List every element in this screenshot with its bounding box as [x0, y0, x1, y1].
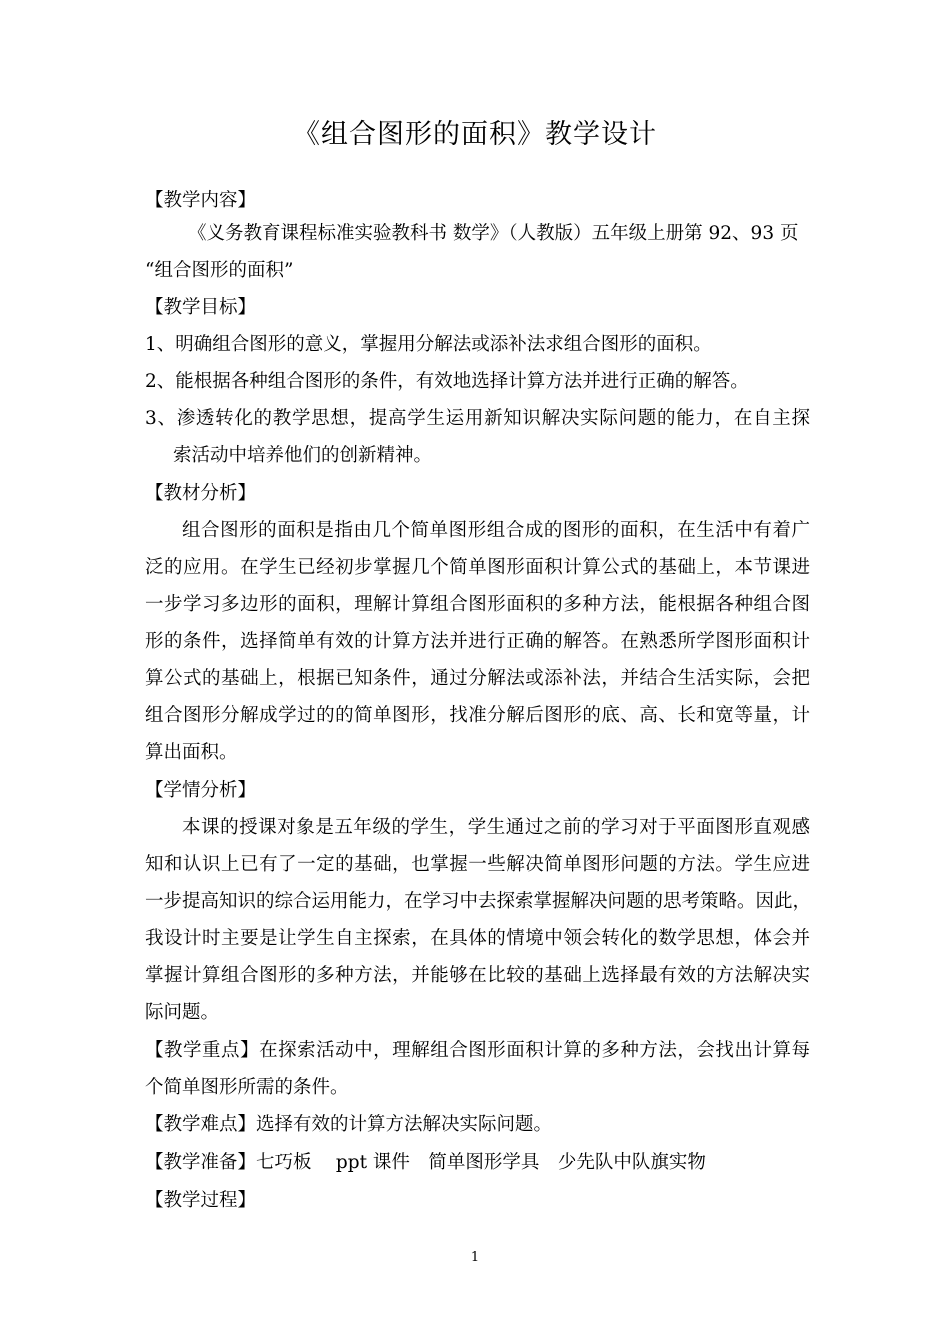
material-paragraph-line: 算出面积。 — [145, 742, 238, 763]
heading-teaching-process: 【教学过程】 — [145, 1190, 257, 1211]
material-paragraph-line: 一步学习多边形的面积，理解计算组合图形面积的多种方法，能根据各种组合图 — [145, 594, 810, 615]
content-text-line: 《义务教育课程标准实验教科书 数学》（人教版）五年级上册第 92、93 页 — [188, 223, 799, 244]
heading-teaching-goals: 【教学目标】 — [145, 297, 257, 318]
heading-material-analysis: 【教材分析】 — [145, 483, 257, 504]
document-title: 《组合图形的面积》教学设计 — [293, 119, 657, 150]
material-paragraph-line: 泛的应用。在学生已经初步掌握几个简单图形面积计算公式的基础上，本节课进 — [145, 557, 810, 578]
material-paragraph-line: 组合图形的面积是指由几个简单图形组合成的图形的面积，在生活中有着广 — [182, 520, 810, 541]
teaching-difficulties: 【教学难点】选择有效的计算方法解决实际问题。 — [145, 1114, 553, 1135]
learner-paragraph-line: 本课的授课对象是五年级的学生，学生通过之前的学习对于平面图形直观感 — [182, 817, 810, 838]
material-paragraph-line: 组合图形分解成学过的的简单图形，找准分解后图形的底、高、长和宽等量，计 — [145, 705, 810, 726]
heading-teaching-content: 【教学内容】 — [145, 190, 257, 211]
goal-item: 2、能根据各种组合图形的条件，有效地选择计算方法并进行正确的解答。 — [145, 371, 749, 392]
learner-paragraph-line: 知和认识上已有了一定的基础，也掌握一些解决简单图形问题的方法。学生应进 — [145, 854, 810, 875]
teaching-preparation: 【教学准备】七巧板 ppt 课件 简单图形学具 少先队中队旗实物 — [145, 1152, 706, 1173]
learner-paragraph-line: 际问题。 — [145, 1002, 220, 1023]
heading-learner-analysis: 【学情分析】 — [145, 780, 257, 801]
goal-item: 1、明确组合图形的意义，掌握用分解法或添补法求组合图形的面积。 — [145, 334, 712, 355]
learner-paragraph-line: 掌握计算组合图形的多种方法，并能够在比较的基础上选择最有效的方法解决实 — [145, 965, 810, 986]
goal-item: 3、渗透转化的教学思想，提高学生运用新知识解决实际问题的能力，在自主探 — [145, 408, 810, 429]
teaching-key-points: 【教学重点】在探索活动中，理解组合图形面积计算的多种方法，会找出计算每 — [145, 1040, 810, 1061]
content-text-line: “组合图形的面积” — [145, 260, 294, 281]
material-paragraph-line: 形的条件，选择简单有效的计算方法并进行正确的解答。在熟悉所学图形面积计 — [145, 631, 810, 652]
goal-item-continued: 索活动中培养他们的创新精神。 — [173, 445, 433, 466]
page-number: 1 — [470, 1250, 480, 1265]
learner-paragraph-line: 我设计时主要是让学生自主探索，在具体的情境中领会转化的数学思想，体会并 — [145, 928, 810, 949]
material-paragraph-line: 算公式的基础上，根据已知条件，通过分解法或添补法，并结合生活实际，会把 — [145, 668, 810, 689]
learner-paragraph-line: 一步提高知识的综合运用能力，在学习中去探索掌握解决问题的思考策略。因此， — [145, 891, 812, 912]
teaching-key-points-continued: 个简单图形所需的条件。 — [145, 1077, 349, 1098]
